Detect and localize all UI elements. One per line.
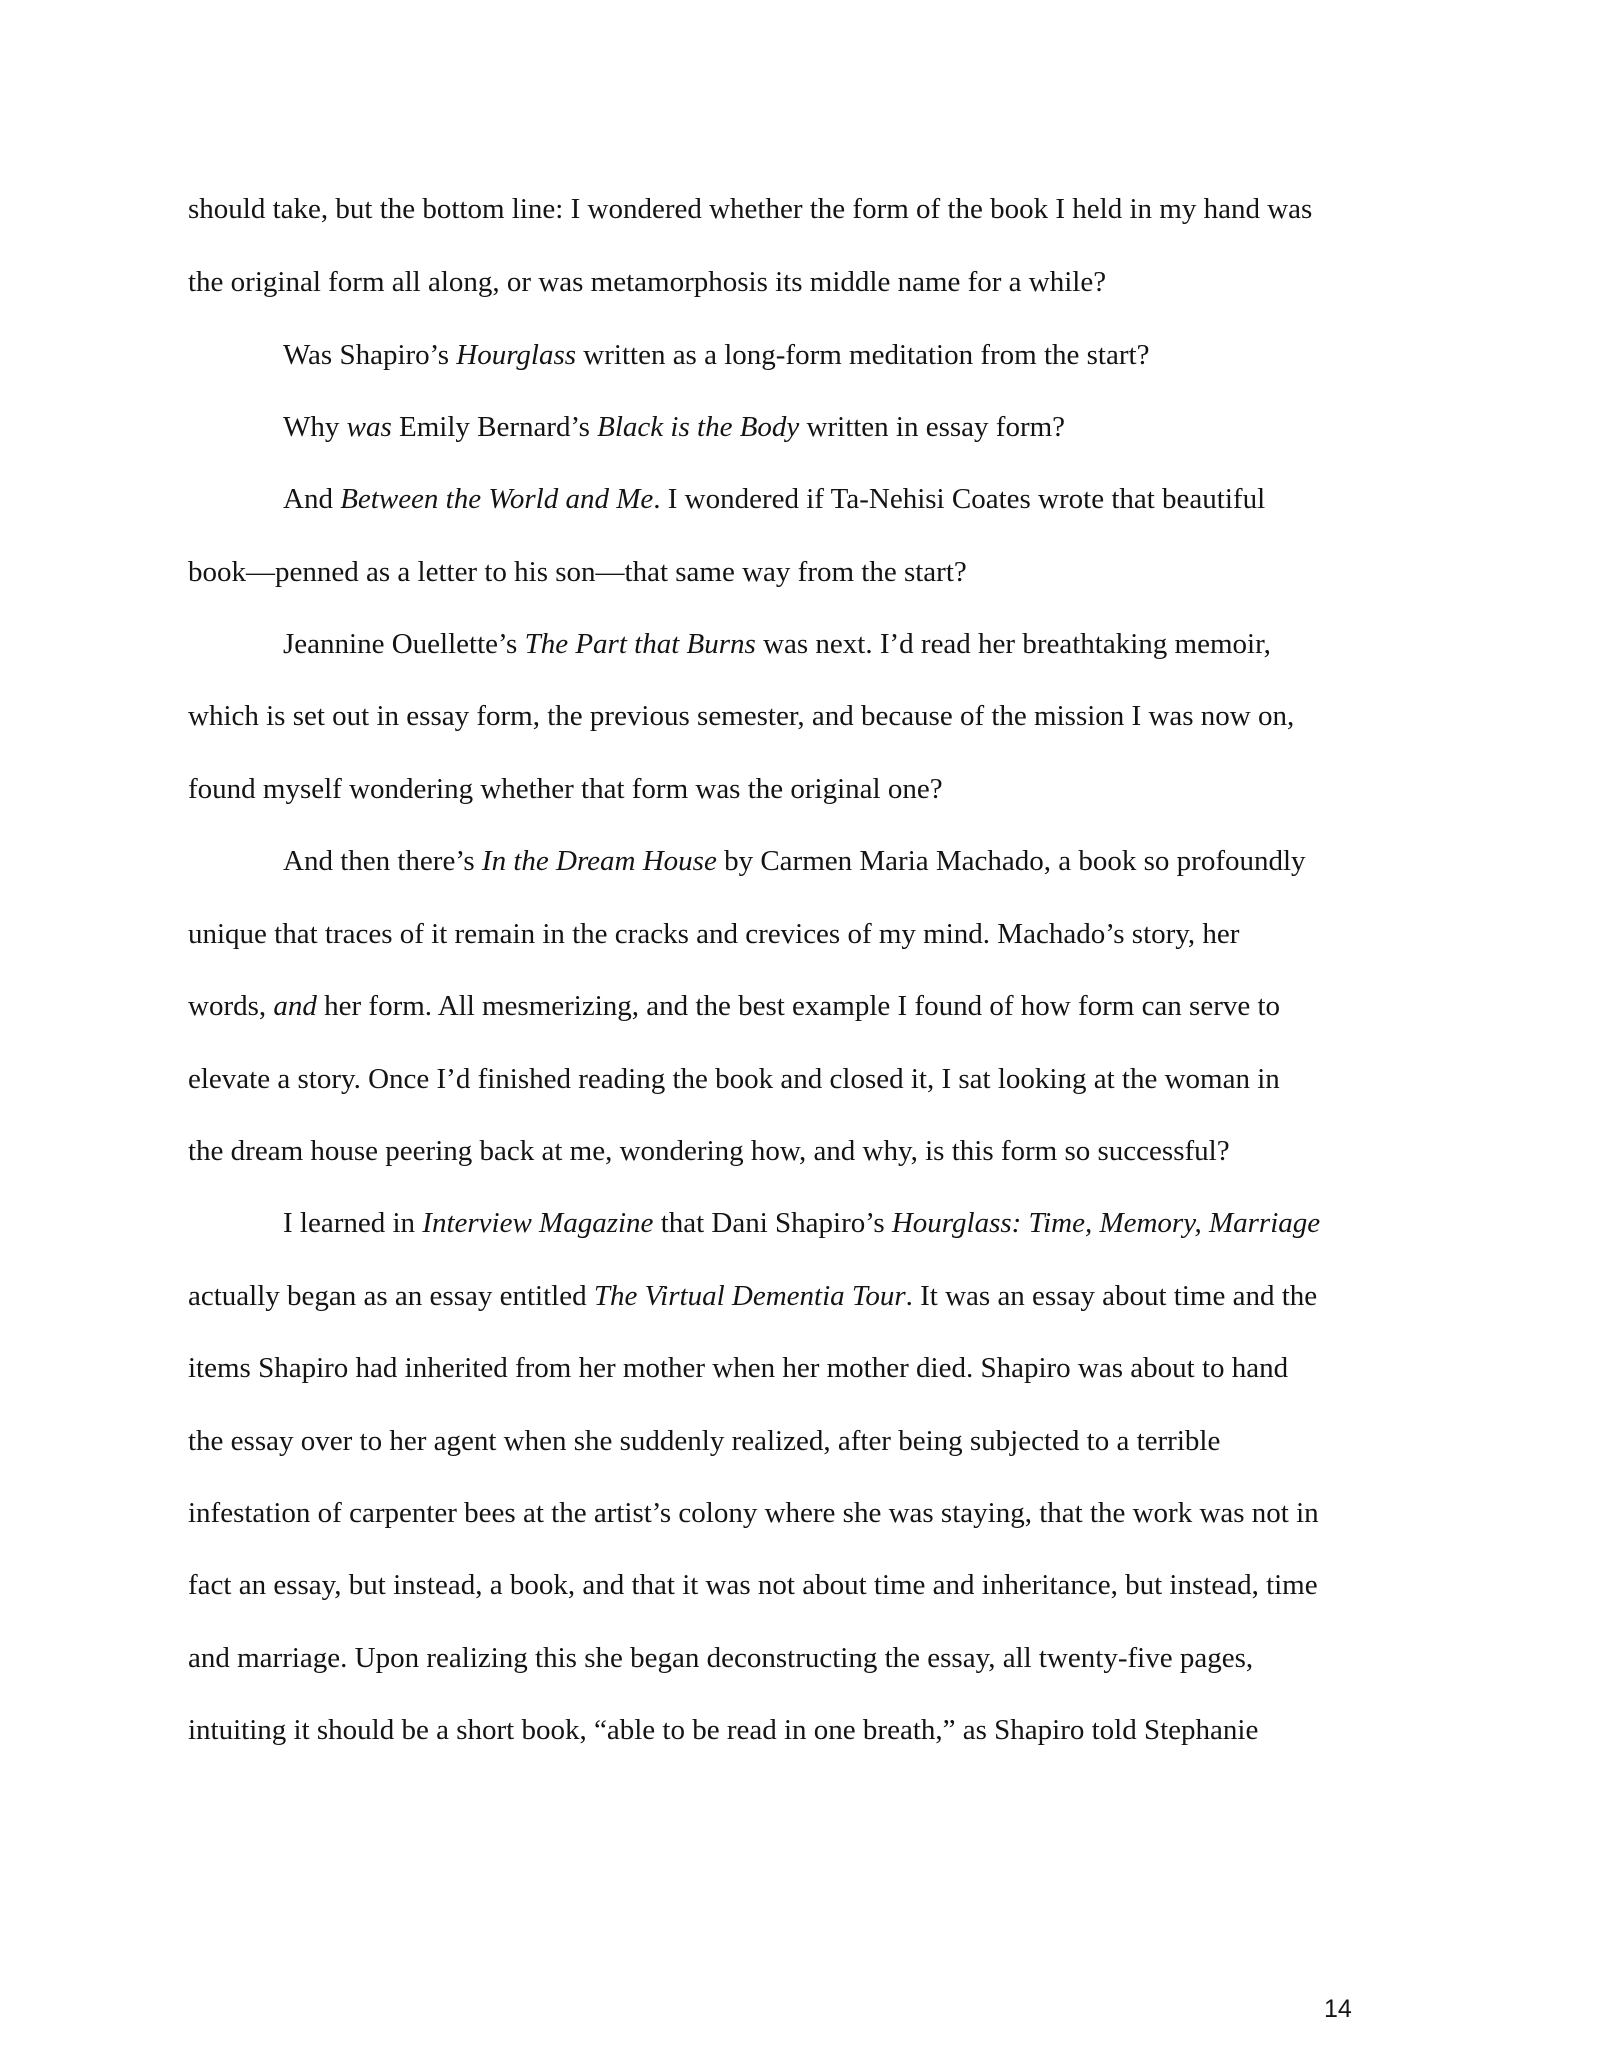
text-run: written in essay form? — [799, 411, 1066, 443]
text-run: And then there’s — [283, 845, 482, 877]
text-run: the original form all along, or was metamorphosis its middle name for a while? — [188, 266, 1107, 298]
text-line — [188, 192, 1312, 226]
text-run: and marriage. Upon realizing this she began deconstructing the essay, all twenty-five pages, — [188, 1642, 1254, 1674]
text-run: items Shapiro had inherited from her mother when her mother died. Shapiro was about to hand — [188, 1352, 1289, 1384]
text-run: Jeannine Ouellette’s — [283, 628, 525, 660]
text-line — [188, 989, 1280, 1023]
italic-book-title: In the Dream House — [481, 845, 717, 877]
text-run: her form. All mesmerizing, and the best example I found of how form can serve to — [316, 990, 1281, 1022]
italic-book-title: Between the World and Me — [340, 483, 654, 515]
text-run: fact an essay, but instead, a book, and that it was not about time and inheritance, but instead, time — [188, 1569, 1318, 1601]
text-run: Emily Bernard’s — [391, 411, 598, 443]
text-run: written as a long-form meditation from the start? — [576, 339, 1150, 371]
text-run: I learned in — [283, 1207, 423, 1239]
text-line — [283, 482, 1265, 516]
text-run: actually began as an essay entitled — [188, 1280, 594, 1312]
text-line — [188, 1713, 1258, 1747]
text-line — [188, 1351, 1288, 1385]
text-run: infestation of carpenter bees at the artist’s colony where she was staying, that the work was not in — [188, 1497, 1319, 1529]
text-line — [188, 555, 967, 589]
text-line — [188, 1062, 1280, 1096]
italic-book-title: Black is the Body — [597, 411, 800, 443]
text-run: . I wondered if Ta-Nehisi Coates wrote that beautiful — [653, 483, 1266, 515]
text-run: the dream house peering back at me, wondering how, and why, is this form so successful? — [188, 1135, 1230, 1167]
text-run: Was Shapiro’s — [283, 339, 457, 371]
text-run: elevate a story. Once I’d finished reading the book and closed it, I sat looking at the woman in — [188, 1063, 1280, 1095]
text-line — [188, 1641, 1253, 1675]
text-run: the essay over to her agent when she suddenly realized, after being subjected to a terrible — [188, 1425, 1221, 1457]
text-run: which is set out in essay form, the previous semester, and because of the mission I was now on, — [188, 700, 1295, 732]
text-run: . It was an essay about time and the — [905, 1280, 1318, 1312]
text-run: found myself wondering whether that form was the original one? — [188, 773, 943, 805]
text-line — [188, 772, 943, 806]
italic-publication-title: Interview Magazine — [422, 1207, 654, 1239]
text-line — [188, 917, 1239, 951]
italic-book-title: The Part that Burns — [524, 628, 756, 660]
text-run: was next. I’d read her breathtaking memoir, — [755, 628, 1271, 660]
text-line — [283, 844, 1306, 878]
italic-essay-title: The Virtual Dementia Tour — [593, 1280, 906, 1312]
text-line — [188, 1134, 1230, 1168]
text-line — [283, 338, 1149, 372]
text-run: that Dani Shapiro’s — [653, 1207, 892, 1239]
italic-book-title: Hourglass: Time, Memory, Marriage — [891, 1207, 1321, 1239]
text-line — [188, 1424, 1220, 1458]
text-line — [283, 1206, 1320, 1240]
text-line — [188, 1279, 1317, 1313]
page-number: 14 — [1324, 1995, 1352, 2023]
italic-emphasis: and — [273, 990, 317, 1022]
text-line — [188, 265, 1106, 299]
text-run: intuiting it should be a short book, “able to be read in one breath,” as Shapiro told Stephanie — [188, 1714, 1259, 1746]
text-run: by Carmen Maria Machado, a book so profoundly — [716, 845, 1306, 877]
italic-book-title: Hourglass — [456, 339, 577, 371]
text-run: book—penned as a letter to his son—that same way from the start? — [188, 556, 967, 588]
text-run: should take, but the bottom line: I wondered whether the form of the book I held in my hand was — [188, 193, 1313, 225]
text-run: And — [283, 483, 341, 515]
text-line — [283, 627, 1271, 661]
text-line — [188, 1496, 1319, 1530]
text-run: unique that traces of it remain in the cracks and crevices of my mind. Machado’s story, her — [188, 918, 1240, 950]
text-line — [188, 699, 1294, 733]
text-run: words, — [188, 990, 274, 1022]
italic-emphasis: was — [346, 411, 392, 443]
text-line — [188, 1568, 1318, 1602]
text-line — [283, 410, 1065, 444]
text-run: Why — [283, 411, 347, 443]
